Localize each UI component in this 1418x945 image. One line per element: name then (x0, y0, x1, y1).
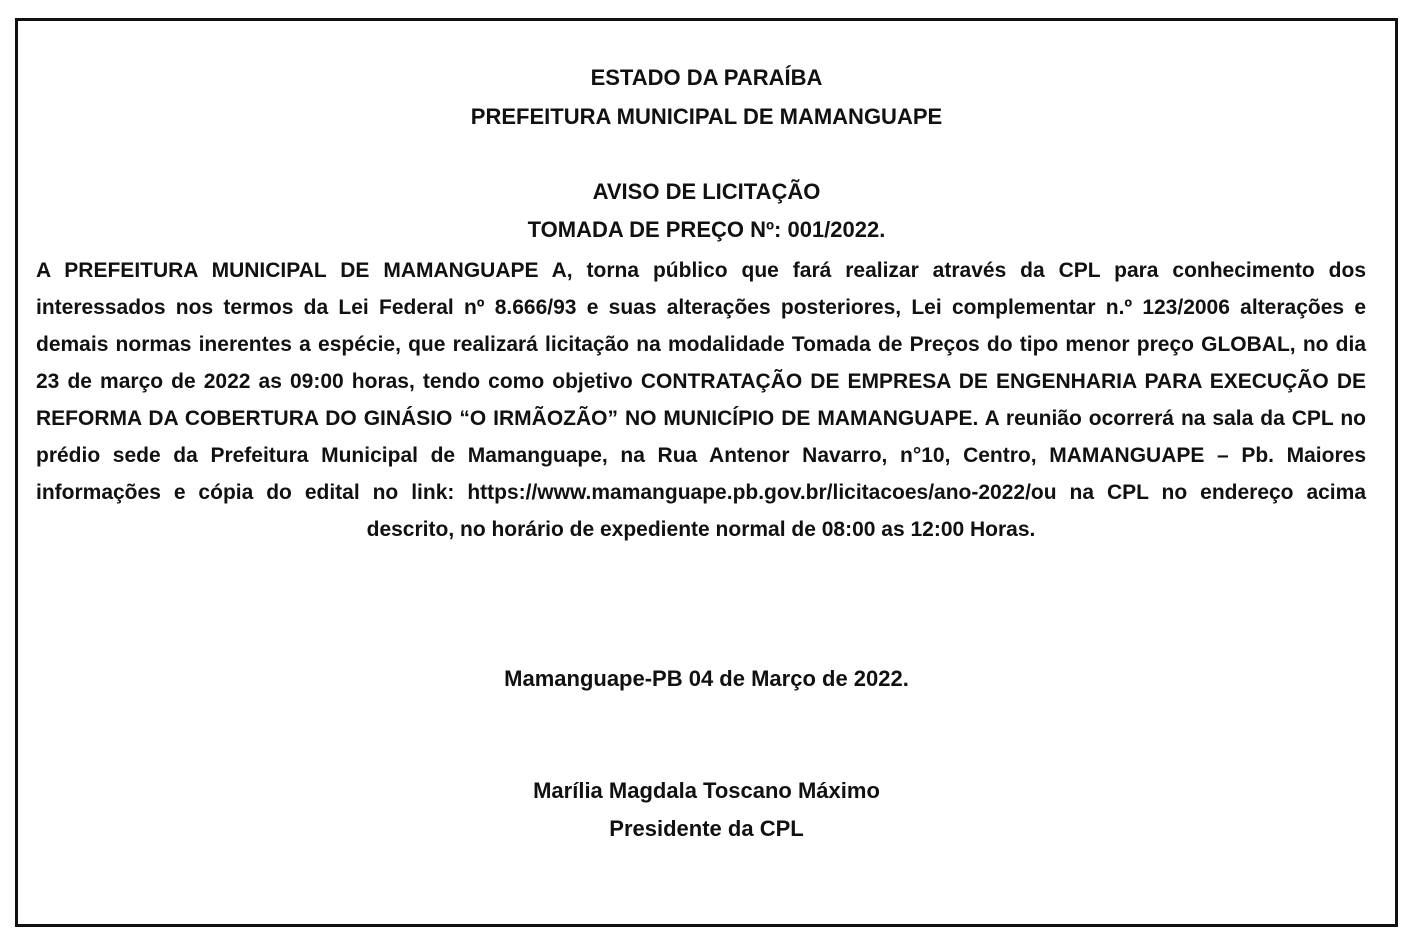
state-heading: ESTADO DA PARAÍBA (590, 65, 823, 90)
notice-number: TOMADA DE PREÇO Nº: 001/2022. (527, 217, 886, 242)
signer-name: Marília Magdala Toscano Máximo (533, 778, 880, 803)
signer-role: Presidente da CPL (609, 816, 804, 841)
place-date: Mamanguape-PB 04 de Março de 2022. (504, 666, 909, 691)
municipality-heading: PREFEITURA MUNICIPAL DE MAMANGUAPE (470, 104, 943, 129)
notice-body: A PREFEITURA MUNICIPAL DE MAMANGUAPE A, torna público que fará realizar através da CPL para conhecimento dos interessados nos termos da Lei Federal nº 8.666/93 e suas alterações posteriores, Lei complementar n.º 123/2006 alterações e demais normas inerentes a espécie, que realizará licitação na modalidade Tomada de Preços do tipo menor preço GLOBAL, no dia 23 de março de 2022 as 09:00 horas, tendo como objetivo CONTRATAÇÃO DE EMPRESA DE ENGENHARIA PARA EXECUÇÃO DE REFORMA DA COBERTURA DO GINÁSIO “O IRMÃOZÃO” NO MUNICÍPIO DE MAMANGUAPE. A reunião ocorrerá na sala da CPL no prédio sede da Prefeitura Municipal de Mamanguape, na Rua Antenor Navarro, n°10, Centro, MAMANGUAPE – Pb. Maiores informações e cópia do edital no link: https://www.mamanguape.pb.gov.br/licitacoes/ano-2022/ou na CPL no endereço acima descrito, no horário de expediente normal de 08:00 as 12:00 Horas. (36, 259, 1366, 541)
notice-title: AVISO DE LICITAÇÃO (592, 179, 821, 204)
notice-frame (15, 18, 1398, 927)
